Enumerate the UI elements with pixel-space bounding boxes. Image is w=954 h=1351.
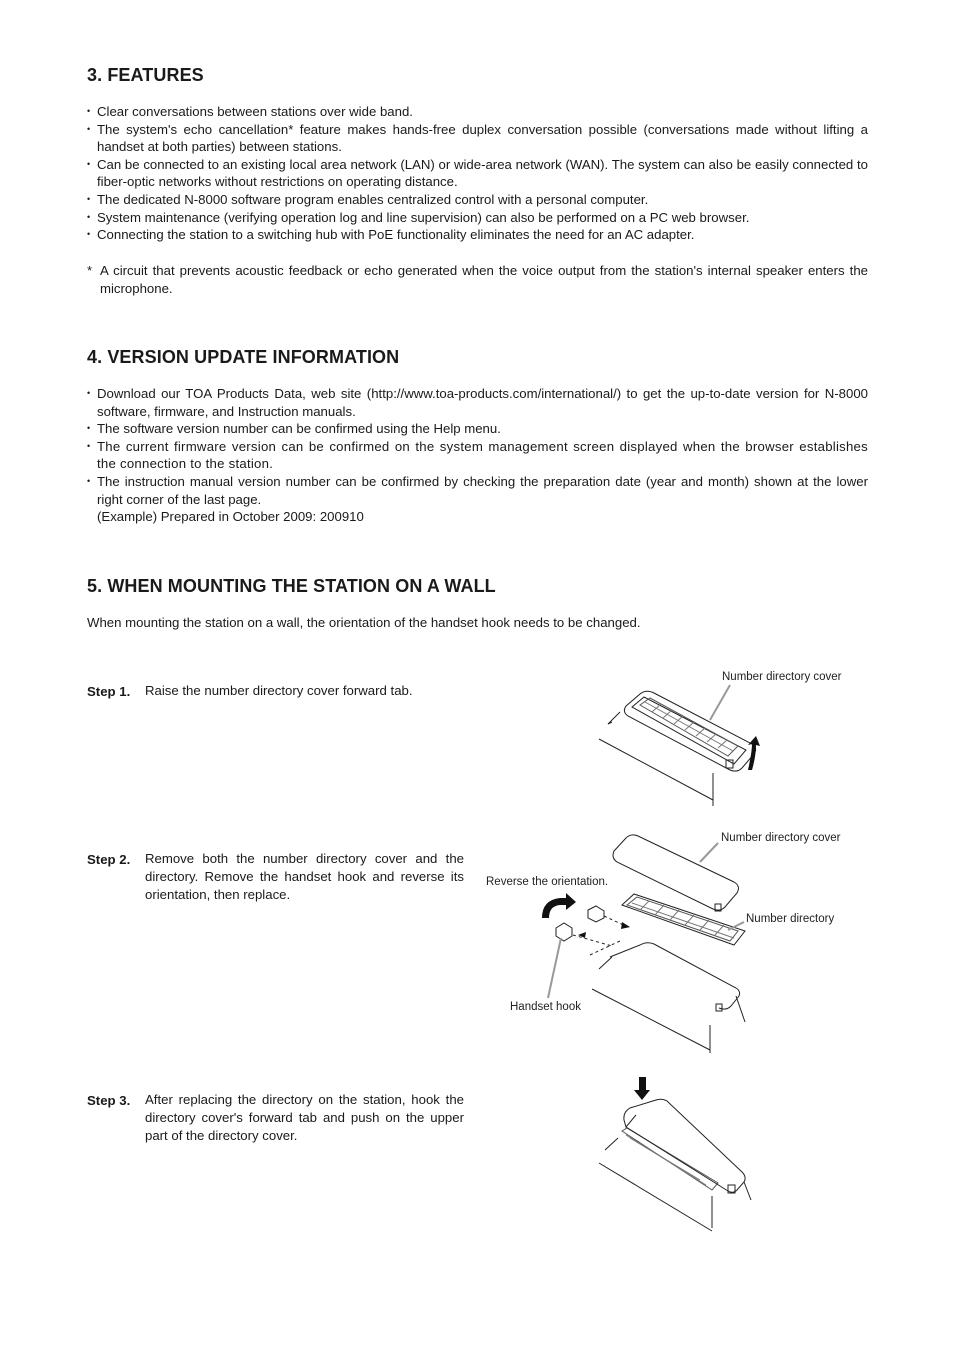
features-heading: 3. FEATURES: [87, 65, 204, 85]
footnote-text: A circuit that prevents acoustic feedback or echo generated when the voice output from the station's internal speaker enters the microphone.: [100, 263, 868, 296]
list-item: • Download our TOA Products Data, web site (http://www.toa-products.com/international/) to get the up-to-date version for N-8000 software, firmware, and Instruction manuals.: [87, 385, 868, 420]
footnote-mark: *: [87, 263, 93, 278]
list-item: • The software version number can be confirmed using the Help menu.: [87, 420, 868, 438]
list-item: • Clear conversations between stations over wide band.: [87, 103, 868, 121]
step-2-reverse-callout: Reverse the orientation.: [486, 876, 609, 888]
version-list: [87, 385, 868, 526]
list-item: • System maintenance (verifying operation log and line supervision) can also be performed on a PC web browser.: [87, 209, 868, 227]
version-heading: 4. VERSION UPDATE INFORMATION: [87, 347, 400, 367]
list-item: [87, 473, 868, 526]
list-item: • Can be connected to an existing local area network (LAN) or wide-area network (WAN). The system can also be easily connected to fiber-optic networks without restrictions on operating distance.: [87, 156, 868, 191]
version-example: (Example) Prepared in October 2009: 200910: [97, 509, 364, 525]
step-3-label: Step 3.: [87, 1093, 131, 1108]
list-item-text: The instruction manual version number can be confirmed by checking the preparation date (year and month) shown at the lower right corner of the last page.: [97, 473, 868, 507]
step-1-label: Step 1.: [87, 684, 131, 699]
step-3-text: After replacing the directory on the station, hook the directory cover's forward tab and push on the upper part of the directory cover.: [145, 1092, 464, 1143]
mounting-heading: 5. WHEN MOUNTING THE STATION ON A WALL: [87, 576, 496, 596]
list-item: • The current firmware version can be confirmed on the system management screen displayed when the browser establishes the connection to the station.: [87, 438, 868, 473]
features-footnote: [87, 262, 868, 297]
features-list: [87, 103, 868, 244]
step-2-cover-callout: Number directory cover: [721, 832, 841, 844]
list-item: • The dedicated N-8000 software program enables centralized control with a personal computer.: [87, 191, 868, 209]
step-2-text: Remove both the number directory cover and the directory. Remove the handset hook and reverse its orientation, then replace.: [145, 851, 464, 902]
step-2-directory-callout: Number directory: [746, 913, 835, 925]
step-2-label: Step 2.: [87, 852, 131, 867]
step-1-text: Raise the number directory cover forward tab.: [145, 683, 413, 698]
step-1-cover-callout: Number directory cover: [722, 671, 842, 683]
list-item: • Connecting the station to a switching hub with PoE functionality eliminates the need for an AC adapter.: [87, 226, 868, 244]
list-item: • The system's echo cancellation* feature makes hands-free duplex conversation possible (conversations made without lifting a handset at both parties) between stations.: [87, 121, 868, 156]
mounting-intro: When mounting the station on a wall, the orientation of the handset hook needs to be changed.: [87, 615, 641, 630]
step-2-hook-callout: Handset hook: [510, 1001, 581, 1013]
